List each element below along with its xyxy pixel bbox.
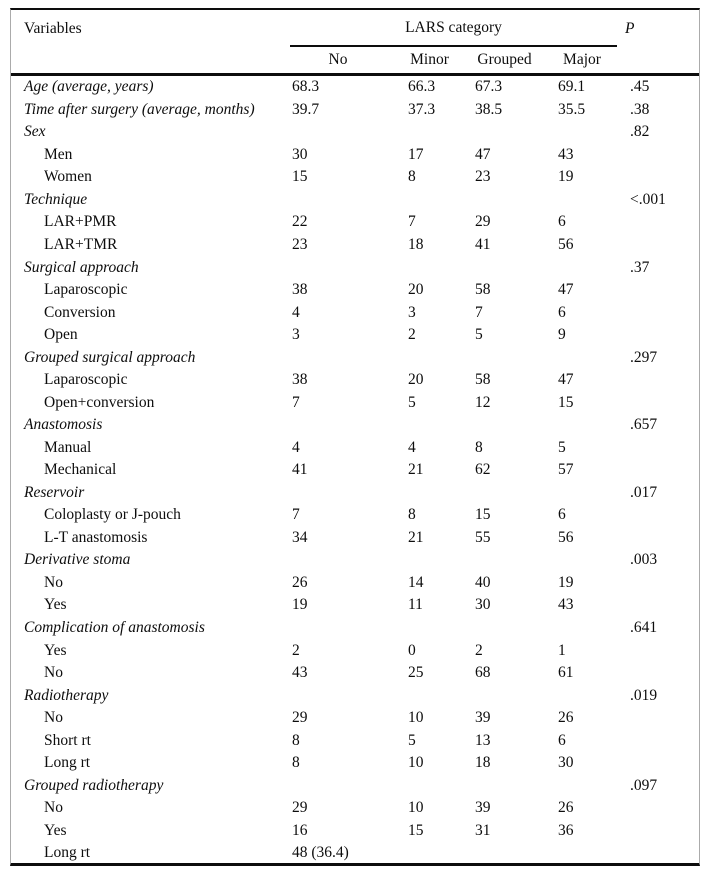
row-label: Radiotherapy <box>24 686 109 704</box>
cell-grouped: 40 <box>475 573 491 591</box>
row-label: LAR+TMR <box>44 235 118 253</box>
cell-major: 6 <box>558 303 566 321</box>
cell-grouped: 38.5 <box>475 100 503 118</box>
cell-major: 9 <box>558 326 566 344</box>
cell-no: 3 <box>292 326 300 344</box>
cell-no: 7 <box>292 393 300 411</box>
row-label: Women <box>44 168 92 186</box>
header-row-top <box>11 10 699 47</box>
row-label: Yes <box>44 596 67 614</box>
cell-major: 5 <box>558 438 566 456</box>
table-row <box>11 549 699 572</box>
row-label: Derivative stoma <box>24 551 131 569</box>
cell-major: 36 <box>558 821 574 839</box>
table-row <box>11 820 699 843</box>
table-row <box>11 369 699 392</box>
cell-no: 8 <box>292 754 300 772</box>
cell-minor: 66.3 <box>408 78 436 96</box>
cell-major: 56 <box>558 528 574 546</box>
table-row <box>11 166 699 189</box>
cell-p: <.001 <box>630 190 666 208</box>
cell-minor: 5 <box>408 393 416 411</box>
cell-grouped: 31 <box>475 821 491 839</box>
cell-no: 19 <box>292 596 308 614</box>
cell-major: 43 <box>558 596 574 614</box>
cell-no: 30 <box>292 145 308 163</box>
cell-grouped: 7 <box>475 303 483 321</box>
cell-p: .82 <box>630 123 650 141</box>
cell-major: 6 <box>558 213 566 231</box>
row-label: Mechanical <box>44 461 117 479</box>
row-label: Yes <box>44 641 67 659</box>
table-row <box>11 572 699 595</box>
cell-grouped: 18 <box>475 754 491 772</box>
cell-major: 30 <box>558 754 574 772</box>
table-body <box>11 76 699 865</box>
cell-grouped: 68 <box>475 664 491 682</box>
cell-grouped: 12 <box>475 393 491 411</box>
cell-no: 34 <box>292 528 308 546</box>
row-label: Grouped surgical approach <box>24 348 196 366</box>
table-row <box>11 482 699 505</box>
cell-grouped: 39 <box>475 709 491 727</box>
cell-no: 15 <box>292 168 308 186</box>
cell-p: .38 <box>630 100 650 118</box>
cell-minor: 20 <box>408 371 424 389</box>
row-label: Time after surgery (average, months) <box>24 100 255 118</box>
cell-grouped: 62 <box>475 461 491 479</box>
cell-grouped: 47 <box>475 145 491 163</box>
table-row <box>11 189 699 212</box>
cell-no: 16 <box>292 821 308 839</box>
col-header-lars-category: LARS category <box>290 10 617 47</box>
table-row <box>11 279 699 302</box>
table-header <box>11 10 699 76</box>
row-label: Short rt <box>44 731 91 749</box>
cell-no: 43 <box>292 664 308 682</box>
cell-minor: 37.3 <box>408 100 436 118</box>
row-label: Long rt <box>44 844 91 862</box>
cell-no: 4 <box>292 438 300 456</box>
cell-minor: 8 <box>408 168 416 186</box>
cell-grouped: 67.3 <box>475 78 503 96</box>
table-row <box>11 99 699 122</box>
table-row <box>11 234 699 257</box>
cell-major: 15 <box>558 393 574 411</box>
table-row <box>11 211 699 234</box>
cell-major: 56 <box>558 235 574 253</box>
table-row <box>11 842 699 865</box>
cell-p: .37 <box>630 258 650 276</box>
cell-grouped: 39 <box>475 799 491 817</box>
row-label: Reservoir <box>24 483 85 501</box>
row-label: Open+conversion <box>44 393 155 411</box>
row-label: Age (average, years) <box>24 78 154 96</box>
table-row <box>11 459 699 482</box>
cell-p: .641 <box>630 619 658 637</box>
cell-no: 29 <box>292 709 308 727</box>
table-row <box>11 76 699 99</box>
row-label: Laparoscopic <box>44 281 128 299</box>
cell-minor: 2 <box>408 326 416 344</box>
category-subheader-row <box>11 47 699 73</box>
cell-grouped: 2 <box>475 641 483 659</box>
cell-no: 39.7 <box>292 100 320 118</box>
cell-minor: 10 <box>408 799 424 817</box>
table-row <box>11 707 699 730</box>
cell-p: .017 <box>630 483 658 501</box>
row-label: L-T anastomosis <box>44 528 148 546</box>
table-row <box>11 797 699 820</box>
cell-major: 61 <box>558 664 574 682</box>
cell-grouped: 23 <box>475 168 491 186</box>
cell-major: 1 <box>558 641 566 659</box>
table-row <box>11 414 699 437</box>
cell-minor: 17 <box>408 145 424 163</box>
cell-p: .45 <box>630 78 650 96</box>
cell-major: 47 <box>558 281 574 299</box>
table-row <box>11 752 699 775</box>
cell-minor: 7 <box>408 213 416 231</box>
cell-minor: 25 <box>408 664 424 682</box>
table-row <box>11 437 699 460</box>
cell-minor: 3 <box>408 303 416 321</box>
cell-major: 6 <box>558 506 566 524</box>
cell-major: 69.1 <box>558 78 586 96</box>
cell-major: 35.5 <box>558 100 586 118</box>
table-row <box>11 684 699 707</box>
cell-p: .003 <box>630 551 658 569</box>
cell-major: 19 <box>558 573 574 591</box>
table-row <box>11 729 699 752</box>
row-label: Coloplasty or J-pouch <box>44 506 181 524</box>
table-row <box>11 121 699 144</box>
row-label: Technique <box>24 190 88 208</box>
lars-results-table <box>10 8 700 866</box>
row-label: No <box>44 664 63 682</box>
cell-no: 23 <box>292 235 308 253</box>
cell-grouped: 13 <box>475 731 491 749</box>
table-row <box>11 301 699 324</box>
cell-grouped: 58 <box>475 281 491 299</box>
row-label: No <box>44 709 63 727</box>
row-label: No <box>44 799 63 817</box>
row-label: LAR+PMR <box>44 213 117 231</box>
table-row <box>11 346 699 369</box>
table-row <box>11 144 699 167</box>
cell-no: 48 (36.4) <box>292 844 349 862</box>
row-label: Anastomosis <box>24 416 103 434</box>
table-row <box>11 639 699 662</box>
cell-no: 7 <box>292 506 300 524</box>
table-row <box>11 774 699 797</box>
cell-minor: 8 <box>408 506 416 524</box>
cell-major: 6 <box>558 731 566 749</box>
row-label: Laparoscopic <box>44 371 128 389</box>
table-row <box>11 594 699 617</box>
cell-grouped: 58 <box>475 371 491 389</box>
subheader-spacer <box>11 47 292 73</box>
cell-minor: 20 <box>408 281 424 299</box>
cell-major: 26 <box>558 799 574 817</box>
cell-p: .657 <box>630 416 658 434</box>
cell-grouped: 15 <box>475 506 491 524</box>
row-label: Men <box>44 145 73 163</box>
col-header-variables: Variables <box>24 19 82 37</box>
cell-grouped: 5 <box>475 326 483 344</box>
subheader-minor: Minor <box>410 51 449 68</box>
row-label: Grouped radiotherapy <box>24 776 164 794</box>
cell-grouped: 29 <box>475 213 491 231</box>
cell-no: 26 <box>292 573 308 591</box>
cell-no: 4 <box>292 303 300 321</box>
col-header-p: P <box>625 19 635 37</box>
cell-minor: 4 <box>408 438 416 456</box>
cell-major: 43 <box>558 145 574 163</box>
cell-no: 38 <box>292 281 308 299</box>
table-row <box>11 504 699 527</box>
row-label: Complication of anastomosis <box>24 619 205 637</box>
cell-p: .097 <box>630 776 658 794</box>
cell-p: .019 <box>630 686 658 704</box>
cell-major: 19 <box>558 168 574 186</box>
row-label: Manual <box>44 438 92 456</box>
cell-minor: 21 <box>408 528 424 546</box>
subheader-grouped: Grouped <box>477 51 532 68</box>
cell-grouped: 41 <box>475 235 491 253</box>
cell-p: .297 <box>630 348 658 366</box>
cell-minor: 10 <box>408 754 424 772</box>
cell-no: 29 <box>292 799 308 817</box>
table-row <box>11 324 699 347</box>
cell-no: 41 <box>292 461 308 479</box>
cell-major: 26 <box>558 709 574 727</box>
cell-minor: 5 <box>408 731 416 749</box>
row-label: Surgical approach <box>24 258 139 276</box>
cell-no: 8 <box>292 731 300 749</box>
subheader-major: Major <box>563 51 601 68</box>
cell-no: 22 <box>292 213 308 231</box>
cell-major: 57 <box>558 461 574 479</box>
subheader-no: No <box>328 51 348 68</box>
cell-grouped: 30 <box>475 596 491 614</box>
table-row <box>11 617 699 640</box>
row-label: Yes <box>44 821 67 839</box>
cell-major: 47 <box>558 371 574 389</box>
cell-grouped: 55 <box>475 528 491 546</box>
row-label: Open <box>44 326 78 344</box>
cell-no: 38 <box>292 371 308 389</box>
cell-minor: 0 <box>408 641 416 659</box>
cell-minor: 21 <box>408 461 424 479</box>
cell-minor: 18 <box>408 235 424 253</box>
row-label: Conversion <box>44 303 116 321</box>
table-row <box>11 527 699 550</box>
cell-minor: 11 <box>408 596 423 614</box>
cell-minor: 10 <box>408 709 424 727</box>
cell-no: 68.3 <box>292 78 320 96</box>
cell-grouped: 8 <box>475 438 483 456</box>
row-label: Sex <box>24 123 46 141</box>
table-row <box>11 662 699 685</box>
row-label: Long rt <box>44 754 91 772</box>
cell-no: 2 <box>292 641 300 659</box>
row-label: No <box>44 573 63 591</box>
cell-minor: 15 <box>408 821 424 839</box>
cell-minor: 14 <box>408 573 424 591</box>
table-row <box>11 391 699 414</box>
table-row <box>11 256 699 279</box>
